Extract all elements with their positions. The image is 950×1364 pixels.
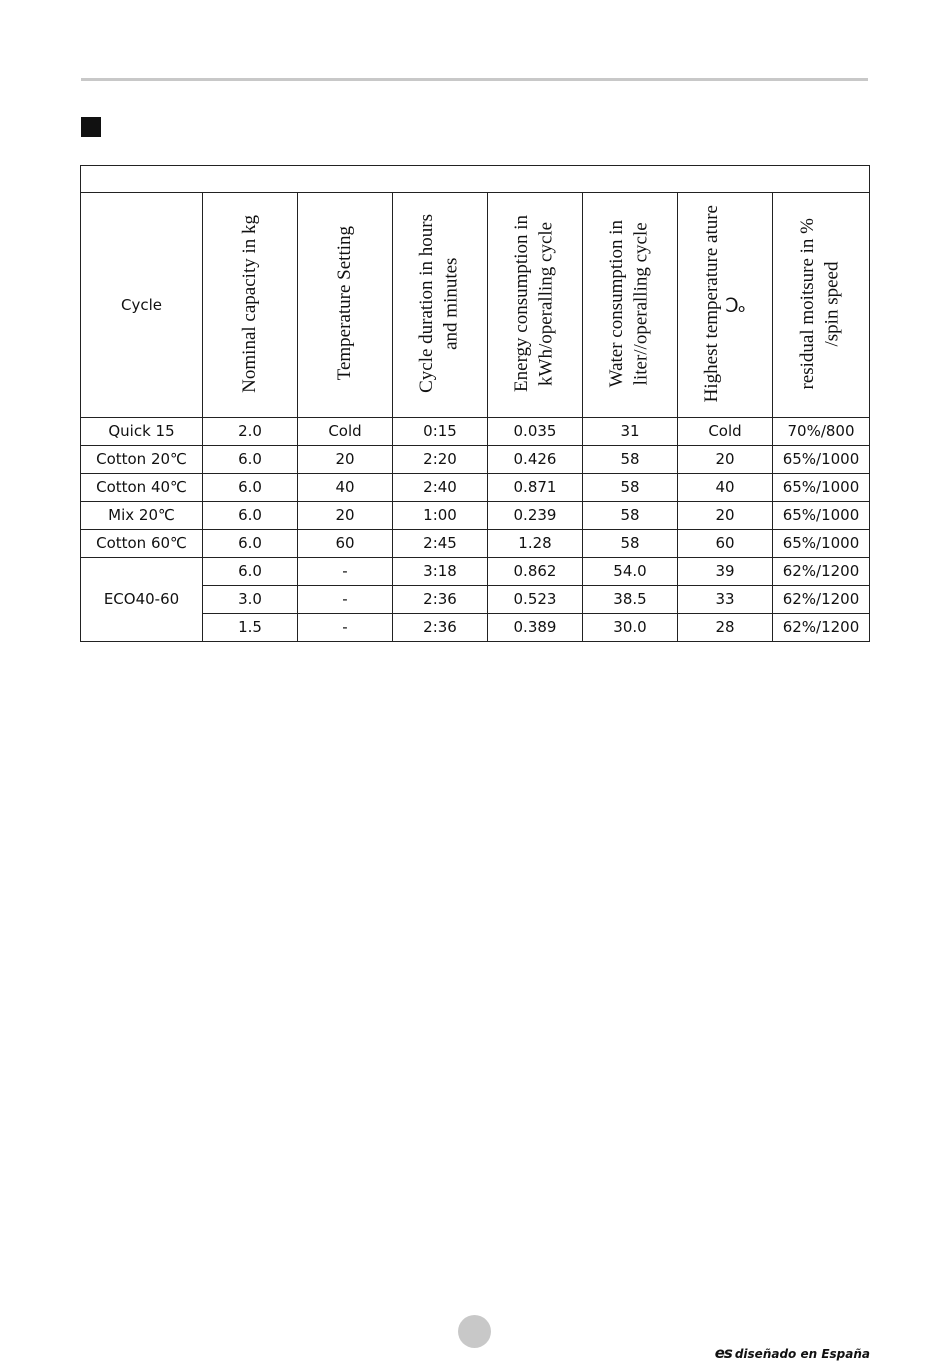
header-energy-cell — [488, 193, 583, 418]
brand-logo — [715, 1344, 870, 1362]
cell-highest: 60 — [678, 530, 773, 558]
header-water: Water consumption in liter//operalling cycle — [606, 219, 652, 388]
table-row — [81, 474, 870, 502]
cell-temp: 20 — [298, 502, 393, 530]
cell-temp: - — [298, 586, 393, 614]
cell-capacity: 6.0 — [203, 502, 298, 530]
cell-temp: 40 — [298, 474, 393, 502]
cell-moisture: 62%/1200 — [773, 558, 870, 586]
table-title-row — [81, 166, 870, 193]
cell-energy: 0.389 — [488, 614, 583, 642]
cell-water: 58 — [583, 502, 678, 530]
cell-cycle: Cotton 60℃ — [81, 530, 203, 558]
header-duration-cell — [393, 193, 488, 418]
cell-highest: 40 — [678, 474, 773, 502]
cell-capacity: 6.0 — [203, 446, 298, 474]
header-cycle: Cycle — [81, 193, 203, 418]
header-temp-setting-cell — [298, 193, 393, 418]
page-number-dot — [458, 1315, 491, 1348]
table-row — [81, 530, 870, 558]
cell-capacity: 2.0 — [203, 418, 298, 446]
cell-highest: 20 — [678, 502, 773, 530]
program-data-table — [80, 165, 870, 642]
cell-temp: - — [298, 614, 393, 642]
cell-energy: 0.523 — [488, 586, 583, 614]
cell-temp: 60 — [298, 530, 393, 558]
header-highest-temp: Highest temperature ature ℃ — [701, 204, 747, 403]
cell-water: 58 — [583, 530, 678, 558]
cell-cycle: Cotton 40℃ — [81, 474, 203, 502]
table-row — [81, 446, 870, 474]
top-divider — [81, 78, 868, 81]
cell-water: 54.0 — [583, 558, 678, 586]
header-duration: Cycle duration in hours and minutes — [416, 214, 462, 393]
brand-text: diseñado en España — [734, 1347, 870, 1361]
cell-water: 30.0 — [583, 614, 678, 642]
header-moisture: residual moitsure in % /spin speed — [797, 217, 843, 390]
brand-mark: es — [714, 1344, 732, 1362]
cell-duration: 1:00 — [393, 502, 488, 530]
cell-water: 31 — [583, 418, 678, 446]
cell-highest: 33 — [678, 586, 773, 614]
cell-temp: Cold — [298, 418, 393, 446]
cell-duration: 2:20 — [393, 446, 488, 474]
header-moisture-cell — [773, 193, 870, 418]
cell-capacity: 6.0 — [203, 530, 298, 558]
cell-energy: 0.239 — [488, 502, 583, 530]
cell-cycle: Quick 15 — [81, 418, 203, 446]
cell-moisture: 65%/1000 — [773, 446, 870, 474]
cell-cycle: Mix 20℃ — [81, 502, 203, 530]
cell-cycle-eco: ECO40-60 — [81, 558, 203, 642]
cell-duration: 2:36 — [393, 586, 488, 614]
cell-energy: 0.871 — [488, 474, 583, 502]
cell-temp: - — [298, 558, 393, 586]
cell-energy: 0.426 — [488, 446, 583, 474]
cell-capacity: 3.0 — [203, 586, 298, 614]
header-highest-temp-cell — [678, 193, 773, 418]
cell-water: 58 — [583, 446, 678, 474]
cell-cycle: Cotton 20℃ — [81, 446, 203, 474]
cell-duration: 2:45 — [393, 530, 488, 558]
cell-highest: 39 — [678, 558, 773, 586]
cell-energy: 0.035 — [488, 418, 583, 446]
cell-capacity: 6.0 — [203, 558, 298, 586]
cell-moisture: 62%/1200 — [773, 586, 870, 614]
cell-water: 58 — [583, 474, 678, 502]
cell-moisture: 65%/1000 — [773, 474, 870, 502]
section-bullet-icon — [81, 117, 101, 137]
cell-duration: 0:15 — [393, 418, 488, 446]
table-header-row — [81, 193, 870, 418]
cell-highest: Cold — [678, 418, 773, 446]
cell-energy: 0.862 — [488, 558, 583, 586]
cell-highest: 28 — [678, 614, 773, 642]
cell-duration: 2:36 — [393, 614, 488, 642]
header-temp-setting: Temperature Setting — [333, 226, 355, 381]
cell-moisture: 65%/1000 — [773, 502, 870, 530]
header-capacity-cell — [203, 193, 298, 418]
cell-water: 38.5 — [583, 586, 678, 614]
header-water-cell — [583, 193, 678, 418]
cell-duration: 2:40 — [393, 474, 488, 502]
cell-capacity: 1.5 — [203, 614, 298, 642]
cell-temp: 20 — [298, 446, 393, 474]
cell-moisture: 70%/800 — [773, 418, 870, 446]
cell-duration: 3:18 — [393, 558, 488, 586]
cell-highest: 20 — [678, 446, 773, 474]
cell-moisture: 65%/1000 — [773, 530, 870, 558]
header-capacity: Nominal capacity in kg — [238, 214, 260, 393]
header-energy: Energy consumption in kWh/operalling cycle — [511, 215, 557, 392]
cell-energy: 1.28 — [488, 530, 583, 558]
table-row — [81, 502, 870, 530]
table-title-cell — [81, 166, 870, 193]
table-row — [81, 418, 870, 446]
cell-capacity: 6.0 — [203, 474, 298, 502]
cell-moisture: 62%/1200 — [773, 614, 870, 642]
table-row — [81, 558, 870, 586]
